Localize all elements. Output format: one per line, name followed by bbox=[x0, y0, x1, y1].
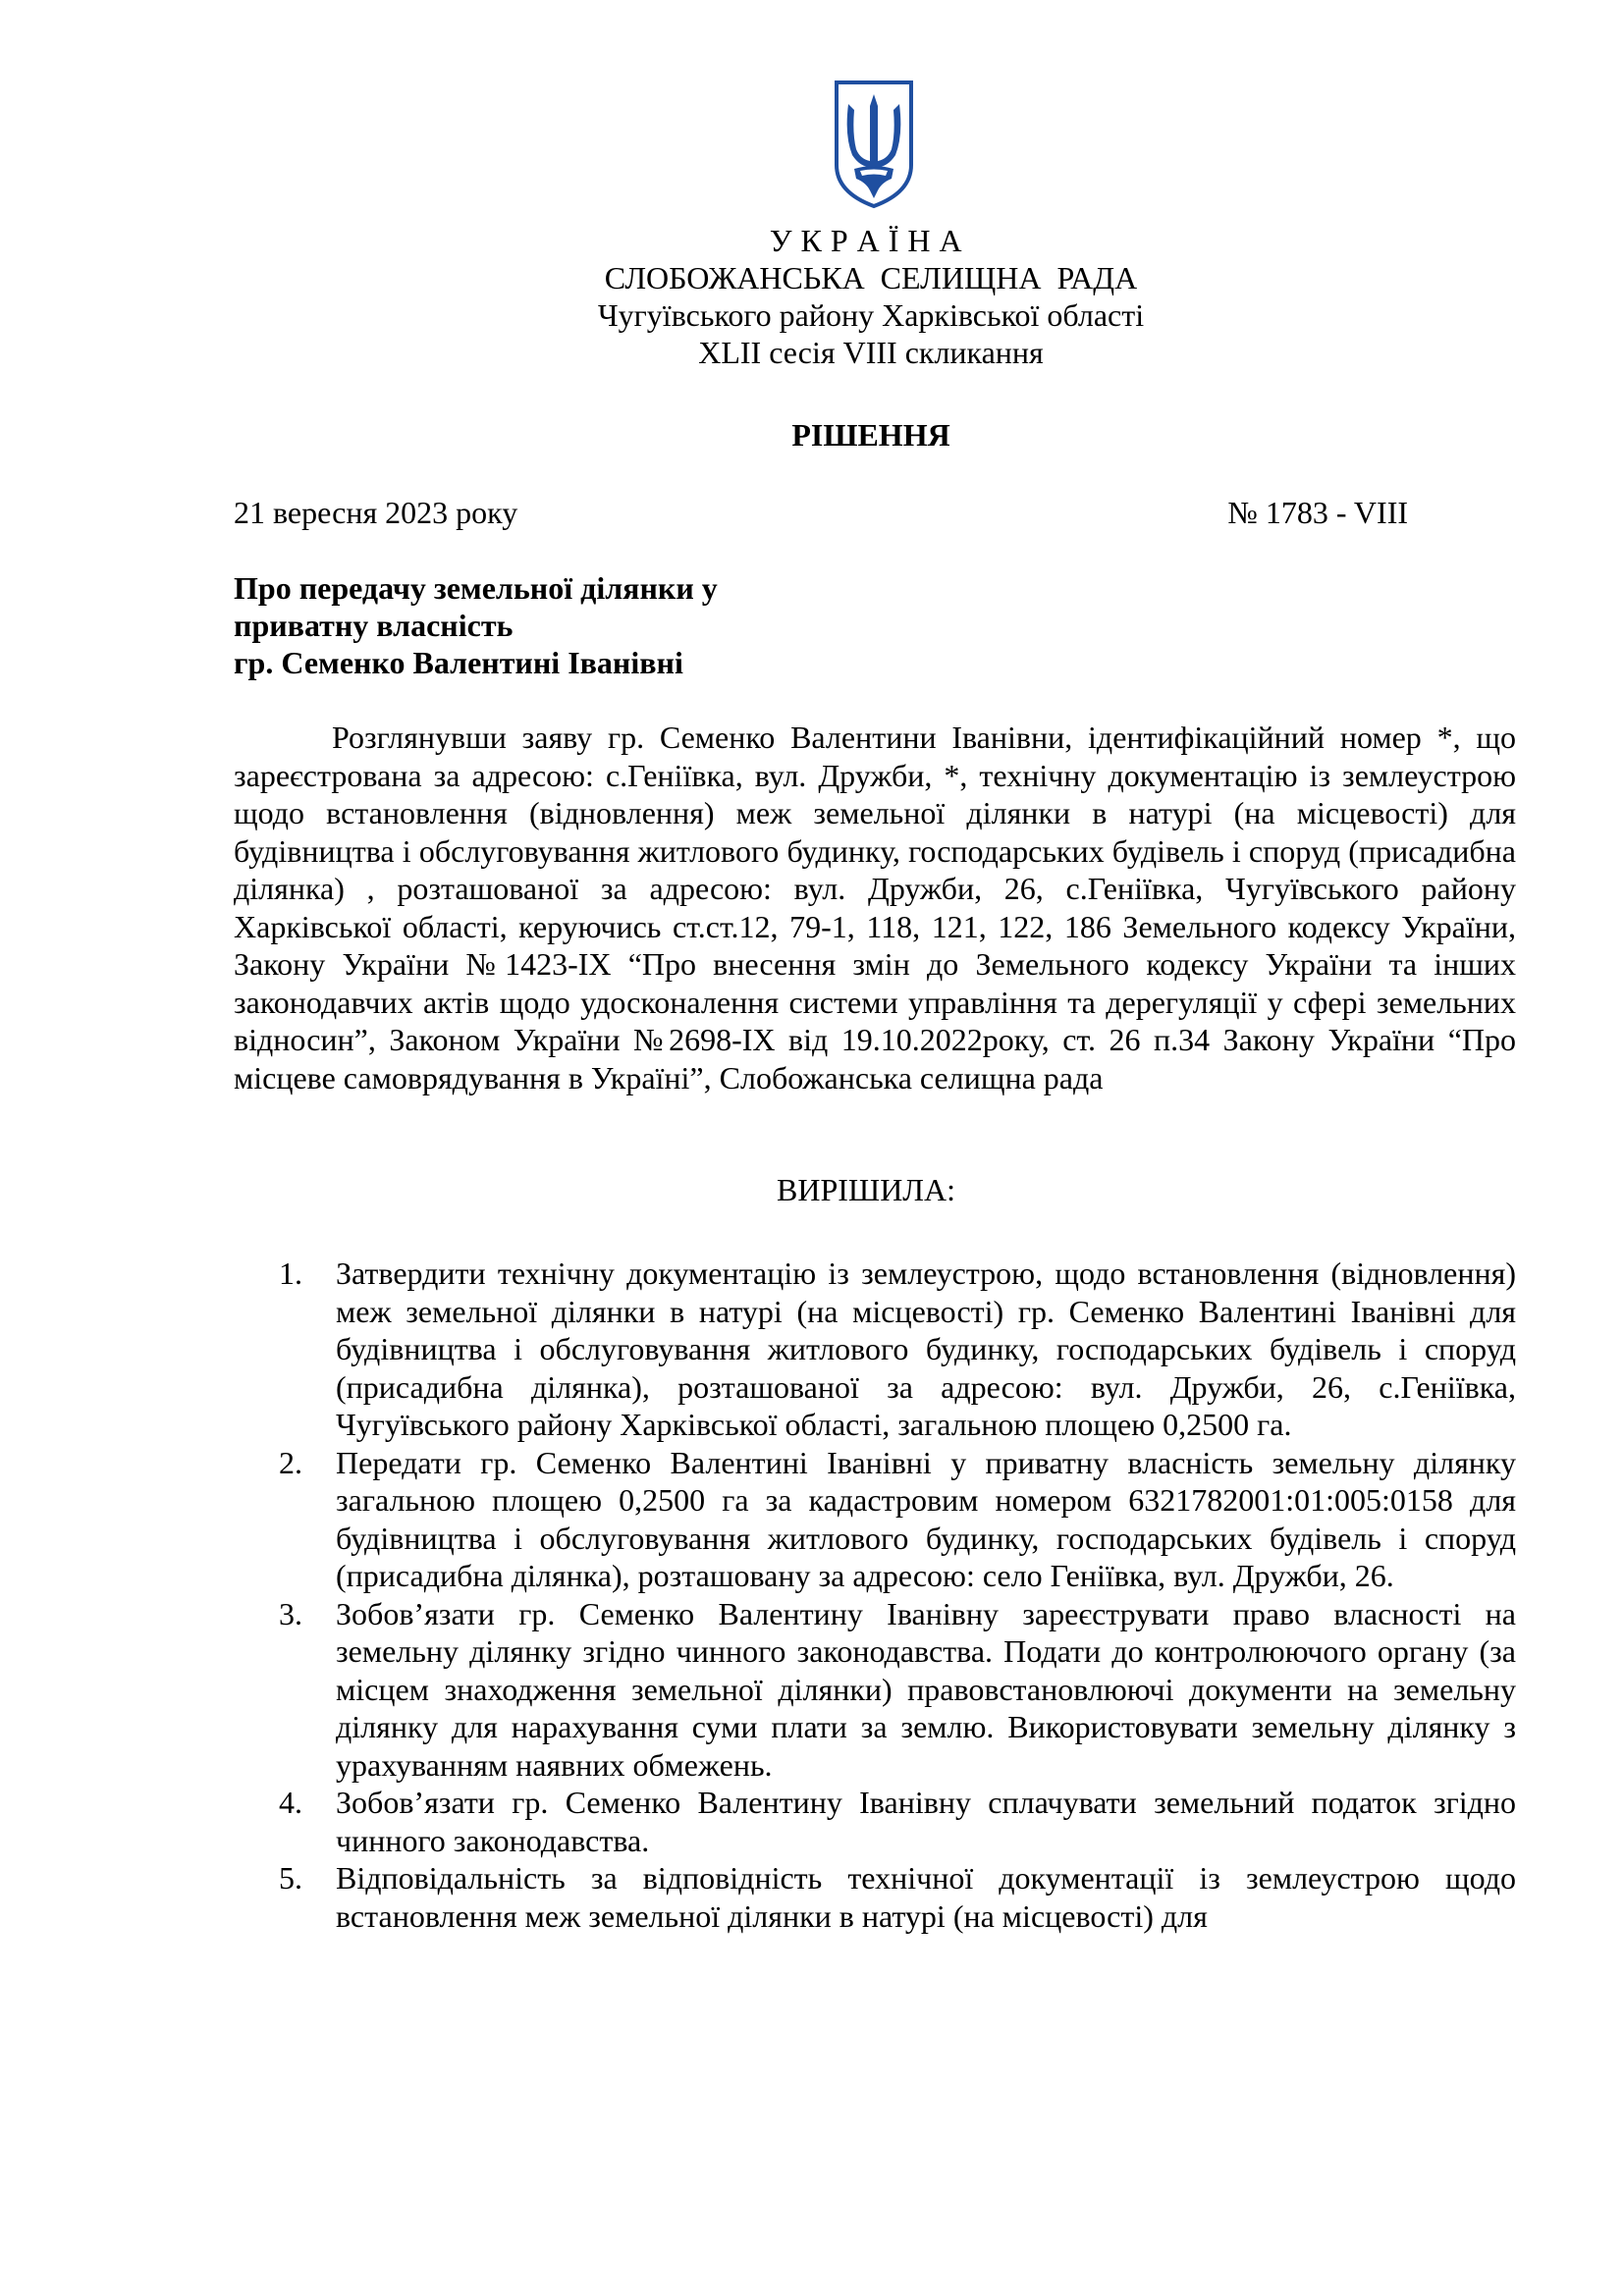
decision-item-text: Відповідальність за відповідність технічної документації із землеустрою щодо встановлення меж земельної ділянки в натурі (на місцевості) для bbox=[336, 1860, 1516, 1934]
decision-list bbox=[275, 1255, 1516, 1935]
council-name: СЛОБОЖАНСЬКА СЕЛИЩНА РАДА bbox=[604, 260, 1138, 295]
decision-item bbox=[275, 1444, 1516, 1595]
decision-item bbox=[275, 1784, 1516, 1859]
decision-item-number: 1. bbox=[279, 1255, 302, 1291]
district-name: Чугуївського району Харківської області bbox=[597, 297, 1145, 333]
decision-item-text: Зобов’язати гр. Семенко Валентину Іванівну зареєструвати право власності на земельну ділянку згідно чинного законодавства. Подати до контролюючого органу (за місцем знаходження земельної ділянки) правовстановлюючі документи на земельну ділянку для нарахування суми плати за землю. Використовувати земельну ділянку з урахуванням наявних обмежень. bbox=[336, 1595, 1516, 1783]
decision-item-number: 3. bbox=[279, 1595, 302, 1631]
decided-label: ВИРІШИЛА: bbox=[777, 1172, 955, 1207]
decision-item-text: Затвердити технічну документацію із землеустрою, щодо встановлення (відновлення) меж земельної ділянки в натурі (на місцевості) гр. Семенко Валентині Іванівні для будівництва і обслуговування житлового будинку, господарських будівель і споруд (присадибна ділянка), розташованої за адресою: вул. Дружби, 26, с.Геніївка, Чугуївського району Харківської області, загальною площею 0,2500 га. bbox=[336, 1255, 1516, 1442]
decision-item-text: Передати гр. Семенко Валентині Іванівні у приватну власність земельну ділянку загальною площею 0,2500 га за кадастровим номером 6321782001:01:005:0158 для будівництва і обслуговування житлового будинку, господарських будівель і споруд (присадибна ділянка), розташовану за адресою: село Геніївка, вул. Дружби, 26. bbox=[336, 1444, 1516, 1593]
decision-item bbox=[275, 1595, 1516, 1785]
decision-item-number: 2. bbox=[279, 1444, 302, 1480]
subject-line-1: Про передачу земельної ділянки у bbox=[234, 570, 718, 606]
document-title: РІШЕННЯ bbox=[791, 417, 950, 453]
subject-line-2: приватну власність bbox=[234, 608, 514, 643]
decision-item bbox=[275, 1255, 1516, 1444]
document-header bbox=[0, 222, 1624, 371]
decision-item-text: Зобов’язати гр. Семенко Валентину Іванівну сплачувати земельний податок згідно чинного законодавства. bbox=[336, 1785, 1516, 1858]
decision-item-number: 4. bbox=[279, 1785, 302, 1820]
preamble-paragraph: Розглянувши заяву гр. Семенко Валентини Іванівни, ідентифікаційний номер *, що зареєстрована за адресою: с.Геніївка, вул. Дружби, *, технічну документацію із землеустрою щодо встановлення (відновлення) меж земельної ділянки в натурі (на місцевості) для будівництва і обслуговування житлового будинку, господарських будівель і споруд (присадибна ділянка) , розташованої за адресою: вул. Дружби, 26, с.Геніївка, Чугуївського району Харківської області, керуючись ст.ст.12, 79-1, 118, 121, 122, 186 Земельного кодексу України, Закону України №1423-IX “Про внесення змін до Земельного кодексу України та інших законодавчих актів щодо удосконалення системи управління та дерегуляції у сфері земельних відносин”, Законом України №2698-IX від 19.10.2022року, ст. 26 п.34 Закону України “Про місцеве самоврядування в Україні”, Слобожанська селищна рада bbox=[234, 720, 1516, 1095]
decision-number: № 1783 - VIII bbox=[1227, 495, 1408, 530]
date-number-line bbox=[234, 495, 1408, 531]
decision-subject bbox=[234, 569, 718, 681]
decision-item-number: 5. bbox=[279, 1860, 302, 1896]
ukraine-trident-emblem-icon bbox=[831, 77, 917, 210]
session-info: XLII сесія VIII скликання bbox=[698, 335, 1044, 370]
decision-item bbox=[275, 1859, 1516, 1935]
subject-line-3: гр. Семенко Валентині Іванівні bbox=[234, 645, 683, 680]
country-name: У К Р А Ї Н А bbox=[769, 223, 963, 258]
decision-date: 21 вересня 2023 року bbox=[234, 495, 518, 530]
